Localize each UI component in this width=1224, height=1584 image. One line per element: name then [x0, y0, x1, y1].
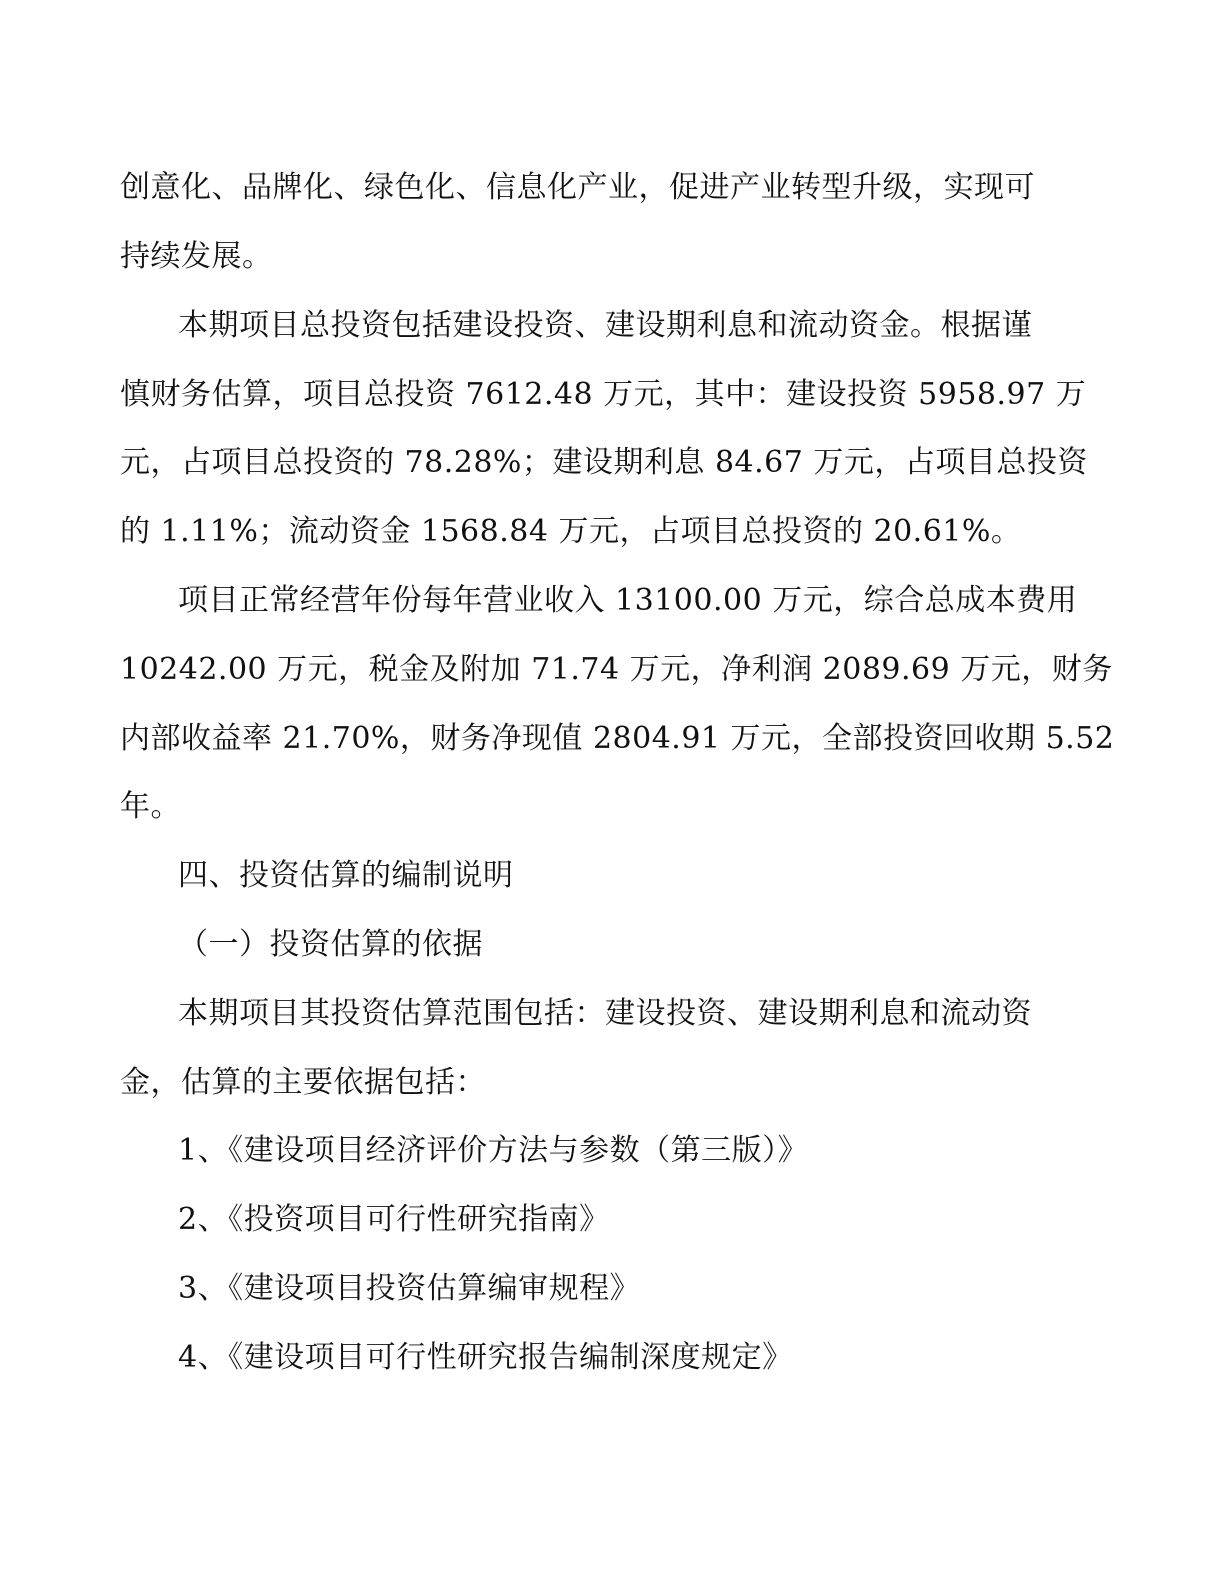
paragraph-3-line-2: 10242.00 万元，税金及附加 71.74 万元，净利润 2089.69 万元，财务 [120, 652, 1113, 687]
basis-list-item-3: 3、《建设项目投资估算编审规程》 [178, 1271, 641, 1306]
paragraph-4-line-2: 金，估算的主要依据包括： [120, 1065, 486, 1100]
paragraph-1-line-2: 持续发展。 [120, 239, 273, 274]
basis-list-item-1: 1、《建设项目经济评价方法与参数（第三版）》 [178, 1133, 809, 1168]
paragraph-2-line-3: 元，占项目总投资的 78.28%；建设期利息 84.67 万元，占项目总投资 [120, 445, 1088, 480]
paragraph-2-line-1: 本期项目总投资包括建设投资、建设期利息和流动资金。根据谨 [178, 308, 1032, 343]
paragraph-1-line-1: 创意化、品牌化、绿色化、信息化产业，促进产业转型升级，实现可 [120, 170, 1035, 205]
basis-list-item-4: 4、《建设项目可行性研究报告编制深度规定》 [178, 1340, 793, 1375]
paragraph-3-line-3: 内部收益率 21.70%，财务净现值 2804.91 万元，全部投资回收期 5.52 [120, 721, 1115, 756]
subsection-heading: （一）投资估算的依据 [178, 927, 483, 962]
paragraph-2-line-2: 慎财务估算，项目总投资 7612.48 万元，其中：建设投资 5958.97 万 [120, 377, 1087, 412]
basis-list-item-2: 2、《投资项目可行性研究指南》 [178, 1202, 610, 1237]
paragraph-4-line-1: 本期项目其投资估算范围包括：建设投资、建设期利息和流动资 [178, 996, 1032, 1031]
paragraph-3-line-4: 年。 [120, 789, 181, 824]
paragraph-2-line-4: 的 1.11%；流动资金 1568.84 万元，占项目总投资的 20.61%。 [120, 514, 1022, 549]
paragraph-3-line-1: 项目正常经营年份每年营业收入 13100.00 万元，综合总成本费用 [178, 583, 1078, 618]
section-heading: 四、投资估算的编制说明 [178, 858, 514, 893]
